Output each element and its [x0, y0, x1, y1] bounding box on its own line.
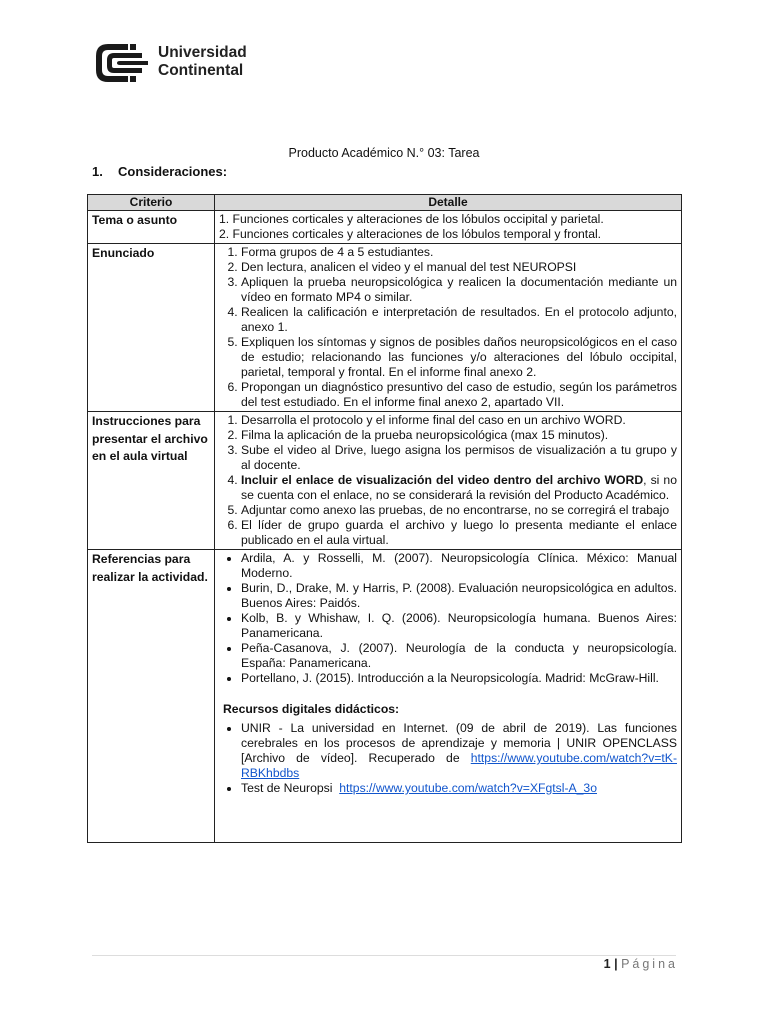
table-row — [88, 211, 682, 244]
list-item: • Peña-Casanova, J. (2007). Neurología de la conducta y neuropsicología. España: Panamericana. — [241, 641, 677, 671]
list-item — [241, 473, 677, 503]
page-word: Página — [621, 957, 678, 971]
recurso-link[interactable]: https://www.youtube.com/watch?v=XFgtsl-A_3o — [339, 781, 597, 795]
row-label-referencias: Referencias para realizar la actividad. — [88, 550, 215, 843]
recurso-text: Test de Neuropsi — [241, 781, 333, 795]
section-number: 1. — [92, 164, 103, 179]
instruction-rest: , si no se cuenta con el enlace, no se considerará la revisión del Producto Académico. — [241, 473, 677, 502]
consideraciones-table — [87, 194, 682, 843]
tema-line: 1. Funciones corticales y alteraciones de los lóbulos occipital y parietal. — [219, 212, 604, 226]
section-title: Consideraciones: — [118, 164, 228, 179]
logo-wordmark — [158, 44, 247, 80]
list-item: 5. Expliquen los síntomas y signos de posibles daños neuropsicológicos en el caso de estudio; relacionando las funciones y/o alteraciones del lóbulo occipital, parietal, temporal y frontal. En el informe final anexo 2. — [241, 335, 677, 380]
list-item: 4. Realicen la calificación e interpretación de resultados. En el protocolo adjunto, anexo 1. — [241, 305, 677, 335]
document-title: Producto Académico N.° 03: Tarea — [288, 146, 480, 160]
page-separator: | — [614, 957, 618, 971]
section-heading — [92, 164, 227, 179]
list-item — [241, 721, 677, 781]
row-detail-tema — [215, 211, 682, 244]
instrucciones-list — [219, 413, 677, 548]
logo-line-1: Universidad — [158, 44, 247, 61]
list-item: 6. El líder de grupo guarda el archivo y luego lo presenta mediante el enlace publicado en el aula virtual. — [241, 518, 677, 548]
enunciado-list — [219, 245, 677, 410]
list-item: 6. Propongan un diagnóstico presuntivo del caso de estudio, según los parámetros del test estudiado. En el informe final anexo 2, apartado VII. — [241, 380, 677, 410]
university-logo — [92, 40, 292, 86]
list-item — [241, 781, 677, 796]
instruction-bold: Incluir el enlace de visualización del video dentro del archivo WORD — [241, 473, 644, 487]
table-row — [88, 412, 682, 550]
list-item: 2. Filma la aplicación de la prueba neuropsicológica (max 15 minutos). — [241, 428, 677, 443]
list-item: 2. Den lectura, analicen el video y el manual del test NEUROPSI — [241, 260, 677, 275]
table-row — [88, 244, 682, 412]
page-footer — [604, 957, 678, 971]
table-row — [88, 550, 682, 843]
list-item: 3. Apliquen la prueba neuropsicológica y realicen la documentación mediante un vídeo en formato MP4 o similar. — [241, 275, 677, 305]
row-label-tema: Tema o asunto — [88, 211, 215, 244]
recurso-link[interactable]: https://www.youtube.com/watch?v=tK-RBKhbdbs — [241, 751, 677, 780]
recurso-text: UNIR - La universidad en Internet. (09 de abril de 2019). Las funciones cerebrales en los procesos de aprendizaje y memoria | UNIR OPENCLASS [Archivo de vídeo]. Recuperado de — [241, 721, 677, 765]
header-detalle: Detalle — [215, 195, 682, 211]
page-number: 1 — [603, 957, 611, 971]
row-label-instrucciones: Instrucciones para presentar el archivo en el aula virtual — [88, 412, 215, 550]
tema-line: 2. Funciones corticales y alteraciones de los lóbulos temporal y frontal. — [219, 227, 602, 241]
list-item: • Ardila, A. y Rosselli, M. (2007). Neuropsicología Clínica. México: Manual Moderno. — [241, 551, 677, 581]
row-detail-instrucciones — [215, 412, 682, 550]
university-logo-icon — [92, 40, 152, 86]
row-label-enunciado: Enunciado — [88, 244, 215, 412]
list-item: • Kolb, B. y Whishaw, I. Q. (2006). Neuropsicología humana. Buenos Aires: Panamericana. — [241, 611, 677, 641]
recursos-list — [219, 721, 677, 796]
recursos-heading: Recursos digitales didácticos: — [223, 702, 400, 716]
row-detail-referencias — [215, 550, 682, 843]
table-header-row — [88, 195, 682, 211]
list-item: 1. Forma grupos de 4 a 5 estudiantes. — [241, 245, 677, 260]
logo-line-2: Continental — [158, 62, 244, 79]
list-item: 3. Sube el video al Drive, luego asigna los permisos de visualización a tu grupo y al docente. — [241, 443, 677, 473]
row-detail-enunciado — [215, 244, 682, 412]
list-item: • Portellano, J. (2015). Introducción a la Neuropsicología. Madrid: McGraw-Hill. — [241, 671, 677, 686]
header-criterio: Criterio — [88, 195, 215, 211]
list-item: 1. Desarrolla el protocolo y el informe final del caso en un archivo WORD. — [241, 413, 677, 428]
list-item: 5. Adjuntar como anexo las pruebas, de no encontrarse, no se corregirá el trabajo — [241, 503, 677, 518]
footer-divider — [92, 955, 676, 956]
references-list — [219, 551, 677, 686]
list-item: • Burin, D., Drake, M. y Harris, P. (2008). Evaluación neuropsicológica en adultos. Buenos Aires: Paidós. — [241, 581, 677, 611]
